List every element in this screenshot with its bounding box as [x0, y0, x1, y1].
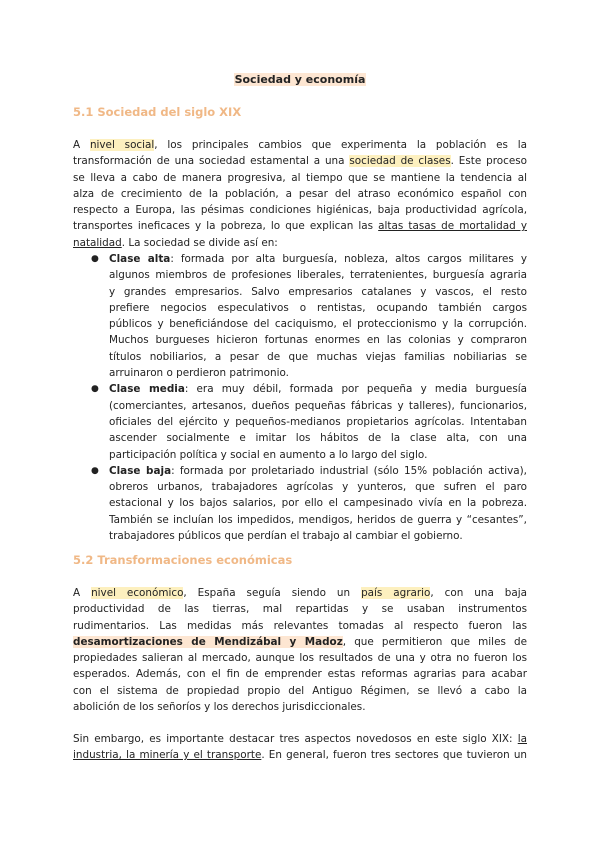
term-clase-media: Clase media [109, 383, 185, 396]
page-title-text: Sociedad y economía [234, 73, 366, 86]
text-line: arruinaron o perdieron patrimonio. [109, 367, 289, 380]
text-line: participación política y social en aumento a lo largo del siglo. [109, 448, 428, 461]
text-line: y grandes empresarios. Salvo empresarios catalanes y vascos, el resto [109, 285, 527, 298]
underline-la: la [517, 733, 527, 745]
text-line: con el sistema de propiedad propio del Antiguo Régimen, se llevó a cabo la [73, 684, 527, 697]
bullet-icon: ● [91, 465, 99, 476]
paragraph-aspectos-novedosos [73, 731, 527, 764]
highlight-nivel-social: nivel social [89, 139, 155, 151]
text-line: Muchos burgueses hicieron fortunas enormes en las colonias y compraron [109, 334, 527, 347]
highlight-desamortizaciones: desamortizaciones de Mendizábal y Madoz [73, 635, 343, 648]
text-line: Sin embargo, es importante destacar tres aspectos novedosos en este siglo XIX: la [73, 733, 527, 745]
term-clase-alta: Clase alta [109, 253, 171, 265]
text-line: transformación de una sociedad estamental a una sociedad de clases. Este proceso [73, 155, 527, 168]
text-line: productividad de las tierras, mal repartidas y se usaban instrumentos [73, 603, 527, 616]
text-line: industria, la minería y el transporte. En general, fueron tres sectores que tuvieron un [73, 749, 527, 762]
underline-natalidad: natalidad [73, 236, 122, 249]
term-clase-baja: Clase baja [109, 464, 172, 477]
text-line: abolición de los señoríos y los derechos jurisdiccionales. [73, 701, 366, 714]
list-item-clase-alta [91, 251, 527, 381]
section-heading-economia: 5.2 Transformaciones económicas [73, 553, 293, 567]
text-line: obreros urbanos, trabajadores agrícolas y yunteros, que sufren el paro [109, 481, 527, 494]
text-line: trabajadores públicos que perdían el trabajo al cambiar el gobierno. [109, 530, 463, 543]
text-line: propiedades salieran al mercado, aunque los resultados de una y otra no fueron los [73, 652, 527, 665]
text-line: natalidad. La sociedad se divide así en: [73, 236, 278, 249]
bullet-icon: ● [91, 384, 99, 395]
underline-tasas: altas tasas de mortalidad y [378, 220, 527, 233]
text-line: estacional y los bajos salarios, por ello el campesinado vivía en la pobreza. [109, 497, 527, 510]
text-line: esperados. Además, con el fin de emprender estas reformas agrarias para acabar [73, 668, 527, 681]
text-line: transportes ineficaces y la pobreza, lo que explican las altas tasas de mortalidad y [73, 220, 527, 233]
text-line: También se incluían los impedidos, mendigos, heridos de guerra y “cesantes”, [109, 513, 527, 526]
list-item-clase-media [91, 381, 527, 462]
section-heading-sociedad: 5.1 Sociedad del siglo XIX [73, 105, 242, 119]
paragraph-intro-sociedad [73, 137, 527, 251]
highlight-nivel-economico: nivel económico [91, 587, 184, 599]
underline-industria: industria, la minería y el transporte [73, 749, 262, 762]
text-line: desamortizaciones de Mendizábal y Madoz, que permitieron que miles de [73, 635, 527, 648]
text-line: prefiere negocios especulativos o rentistas, ocupando también cargos [109, 301, 527, 314]
text-line: A nivel social, los principales cambios que experimenta la población es la [73, 139, 527, 151]
text-line: se lleva a cabo de manera progresiva, al tiempo que se mantiene la tendencia al [73, 171, 527, 184]
text-line: rudimentarios. Las medidas más relevantes tomadas al respecto fueron las [73, 619, 527, 632]
text-line: públicos y beneficiándose del caciquismo, el proteccionismo y la corrupción. [109, 318, 527, 331]
text-line: (comerciantes, artesanos, dueños pequeñas fábricas y talleres), funcionarios, [109, 399, 527, 412]
text-line: ascender socialmente e imitar los hábitos de la clase alta, con una [109, 432, 527, 445]
text-line: alza de crecimiento de la población, a pesar del atraso económico español con [73, 187, 527, 200]
list-item-clase-baja [91, 463, 527, 544]
page-title [0, 72, 600, 88]
text-line: algunos miembros de profesiones liberales, terratenientes, burguesía agraria [109, 269, 527, 282]
text-line: títulos nobiliarios, a pesar de que muchas viejas familias nobiliarias se [109, 350, 527, 363]
highlight-sociedad-de-clases: sociedad de clases [349, 155, 451, 168]
text-line: Clase baja: formada por proletariado industrial (sólo 15% población activa), [109, 464, 527, 477]
bullet-icon: ● [91, 254, 99, 264]
text-line: oficiales del ejército y pequeños-medianos propietarios agrícolas. Intentaban [109, 415, 527, 428]
class-list [91, 251, 527, 544]
paragraph-economia [73, 585, 527, 715]
highlight-pais-agrario: país agrario [361, 587, 431, 599]
text-line: Clase media: era muy débil, formada por pequeña y media burguesía [109, 383, 527, 396]
text-line: Clase alta: formada por alta burguesía, nobleza, altos cargos militares y [109, 253, 527, 265]
text-line: A nivel económico, España seguía siendo un país agrario, con una baja [73, 587, 527, 599]
text-line: respecto a Europa, las pésimas condiciones higiénicas, baja productividad agrícola, [73, 204, 527, 217]
